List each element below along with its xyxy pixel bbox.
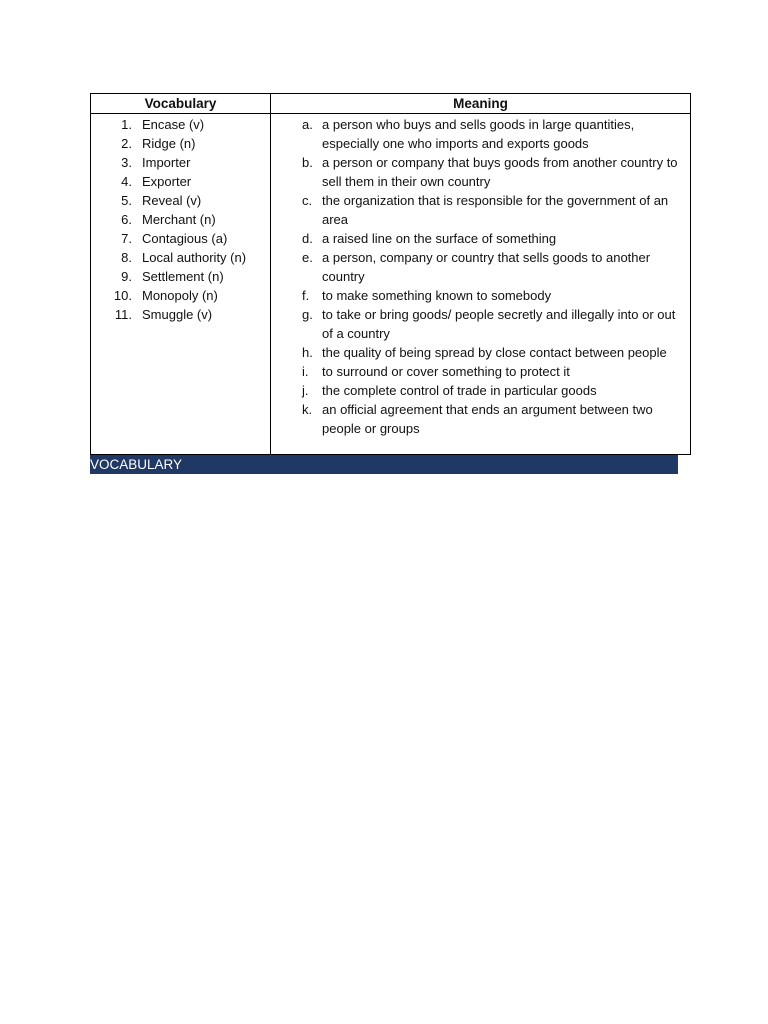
meaning-item-text: the organization that is responsible for the government of an area bbox=[322, 193, 669, 227]
meaning-list-item bbox=[271, 115, 690, 153]
vocabulary-item-text: Exporter bbox=[142, 174, 192, 189]
vocabulary-item-number: 9. bbox=[121, 269, 132, 284]
vocabulary-list-item bbox=[91, 115, 270, 134]
meaning-item-letter: k. bbox=[302, 402, 313, 417]
meaning-list-item bbox=[271, 191, 690, 229]
meaning-cell bbox=[271, 114, 691, 455]
vocabulary-item-number: 5. bbox=[121, 193, 132, 208]
meaning-item-letter: a. bbox=[302, 117, 313, 132]
meaning-item-text: the complete control of trade in particular goods bbox=[322, 383, 597, 398]
meaning-list-item bbox=[271, 305, 690, 343]
meaning-column-header: Meaning bbox=[271, 94, 691, 114]
vocabulary-item-text: Reveal (v) bbox=[142, 193, 202, 208]
vocabulary-item-text: Importer bbox=[142, 155, 191, 170]
vocabulary-list-item bbox=[91, 172, 270, 191]
vocabulary-item-text: Monopoly (n) bbox=[142, 288, 218, 303]
vocabulary-list bbox=[91, 114, 270, 324]
vocabulary-list-item bbox=[91, 191, 270, 210]
vocabulary-list-item bbox=[91, 286, 270, 305]
meaning-list-item bbox=[271, 381, 690, 400]
meaning-item-letter: f. bbox=[302, 288, 310, 303]
meaning-list-item bbox=[271, 248, 690, 286]
vocabulary-item-text: Local authority (n) bbox=[142, 250, 247, 265]
meaning-item-text: to make something known to somebody bbox=[322, 288, 552, 303]
vocabulary-item-text: Smuggle (v) bbox=[142, 307, 213, 322]
vocabulary-cell bbox=[91, 114, 271, 455]
vocabulary-item-text: Merchant (n) bbox=[142, 212, 216, 227]
meaning-list bbox=[271, 114, 690, 438]
vocabulary-list-item bbox=[91, 267, 270, 286]
meaning-list-item bbox=[271, 153, 690, 191]
meaning-list-item bbox=[271, 343, 690, 362]
vocabulary-item-text: Encase (v) bbox=[142, 117, 205, 132]
vocabulary-item-text: Contagious (a) bbox=[142, 231, 228, 246]
meaning-list-item bbox=[271, 400, 690, 438]
meaning-item-text: a person who buys and sells goods in large quantities, especially one who imports and exports goods bbox=[322, 117, 635, 151]
vocabulary-list-item bbox=[91, 210, 270, 229]
meaning-item-letter: g. bbox=[302, 307, 313, 322]
meaning-item-letter: i. bbox=[302, 364, 309, 379]
meaning-item-text: an official agreement that ends an argument between two people or groups bbox=[322, 402, 653, 436]
meaning-item-letter: c. bbox=[302, 193, 313, 208]
vocabulary-list-item bbox=[91, 153, 270, 172]
meaning-item-letter: j. bbox=[302, 383, 309, 398]
vocabulary-list-item bbox=[91, 134, 270, 153]
meaning-item-text: a person or company that buys goods from another country to sell them in their own country bbox=[322, 155, 678, 189]
meaning-item-letter: h. bbox=[302, 345, 313, 360]
vocabulary-item-number: 3. bbox=[121, 155, 132, 170]
meaning-list-item bbox=[271, 362, 690, 381]
table-header-row bbox=[91, 94, 691, 114]
meaning-item-letter: b. bbox=[302, 155, 313, 170]
vocabulary-item-text: Settlement (n) bbox=[142, 269, 224, 284]
meaning-item-text: a raised line on the surface of something bbox=[322, 231, 557, 246]
vocabulary-item-number: 7. bbox=[121, 231, 132, 246]
vocabulary-list-item bbox=[91, 229, 270, 248]
vocabulary-table bbox=[90, 93, 691, 455]
vocabulary-list-item bbox=[91, 248, 270, 267]
vocabulary-item-number: 6. bbox=[121, 212, 132, 227]
vocabulary-item-text: Ridge (n) bbox=[142, 136, 196, 151]
table-row bbox=[91, 114, 691, 455]
vocabulary-item-number: 10. bbox=[113, 288, 132, 303]
meaning-item-letter: e. bbox=[302, 250, 313, 265]
meaning-list-item bbox=[271, 229, 690, 248]
vocabulary-item-number: 2. bbox=[121, 136, 132, 151]
vocabulary-column-header: Vocabulary bbox=[91, 94, 271, 114]
meaning-item-text: to surround or cover something to protect it bbox=[322, 364, 570, 379]
meaning-item-text: the quality of being spread by close contact between people bbox=[322, 345, 667, 360]
vocabulary-item-number: 8. bbox=[121, 250, 132, 265]
vocabulary-item-number: 1. bbox=[121, 117, 132, 132]
meaning-item-text: to take or bring goods/ people secretly and illegally into or out of a country bbox=[322, 307, 676, 341]
meaning-list-item bbox=[271, 286, 690, 305]
section-heading-bar: VOCABULARY bbox=[90, 455, 678, 474]
vocabulary-list-item bbox=[91, 305, 270, 324]
vocabulary-item-number: 11. bbox=[114, 307, 132, 322]
meaning-item-text: a person, company or country that sells goods to another country bbox=[322, 250, 651, 284]
vocabulary-item-number: 4. bbox=[121, 174, 132, 189]
meaning-item-letter: d. bbox=[302, 231, 313, 246]
